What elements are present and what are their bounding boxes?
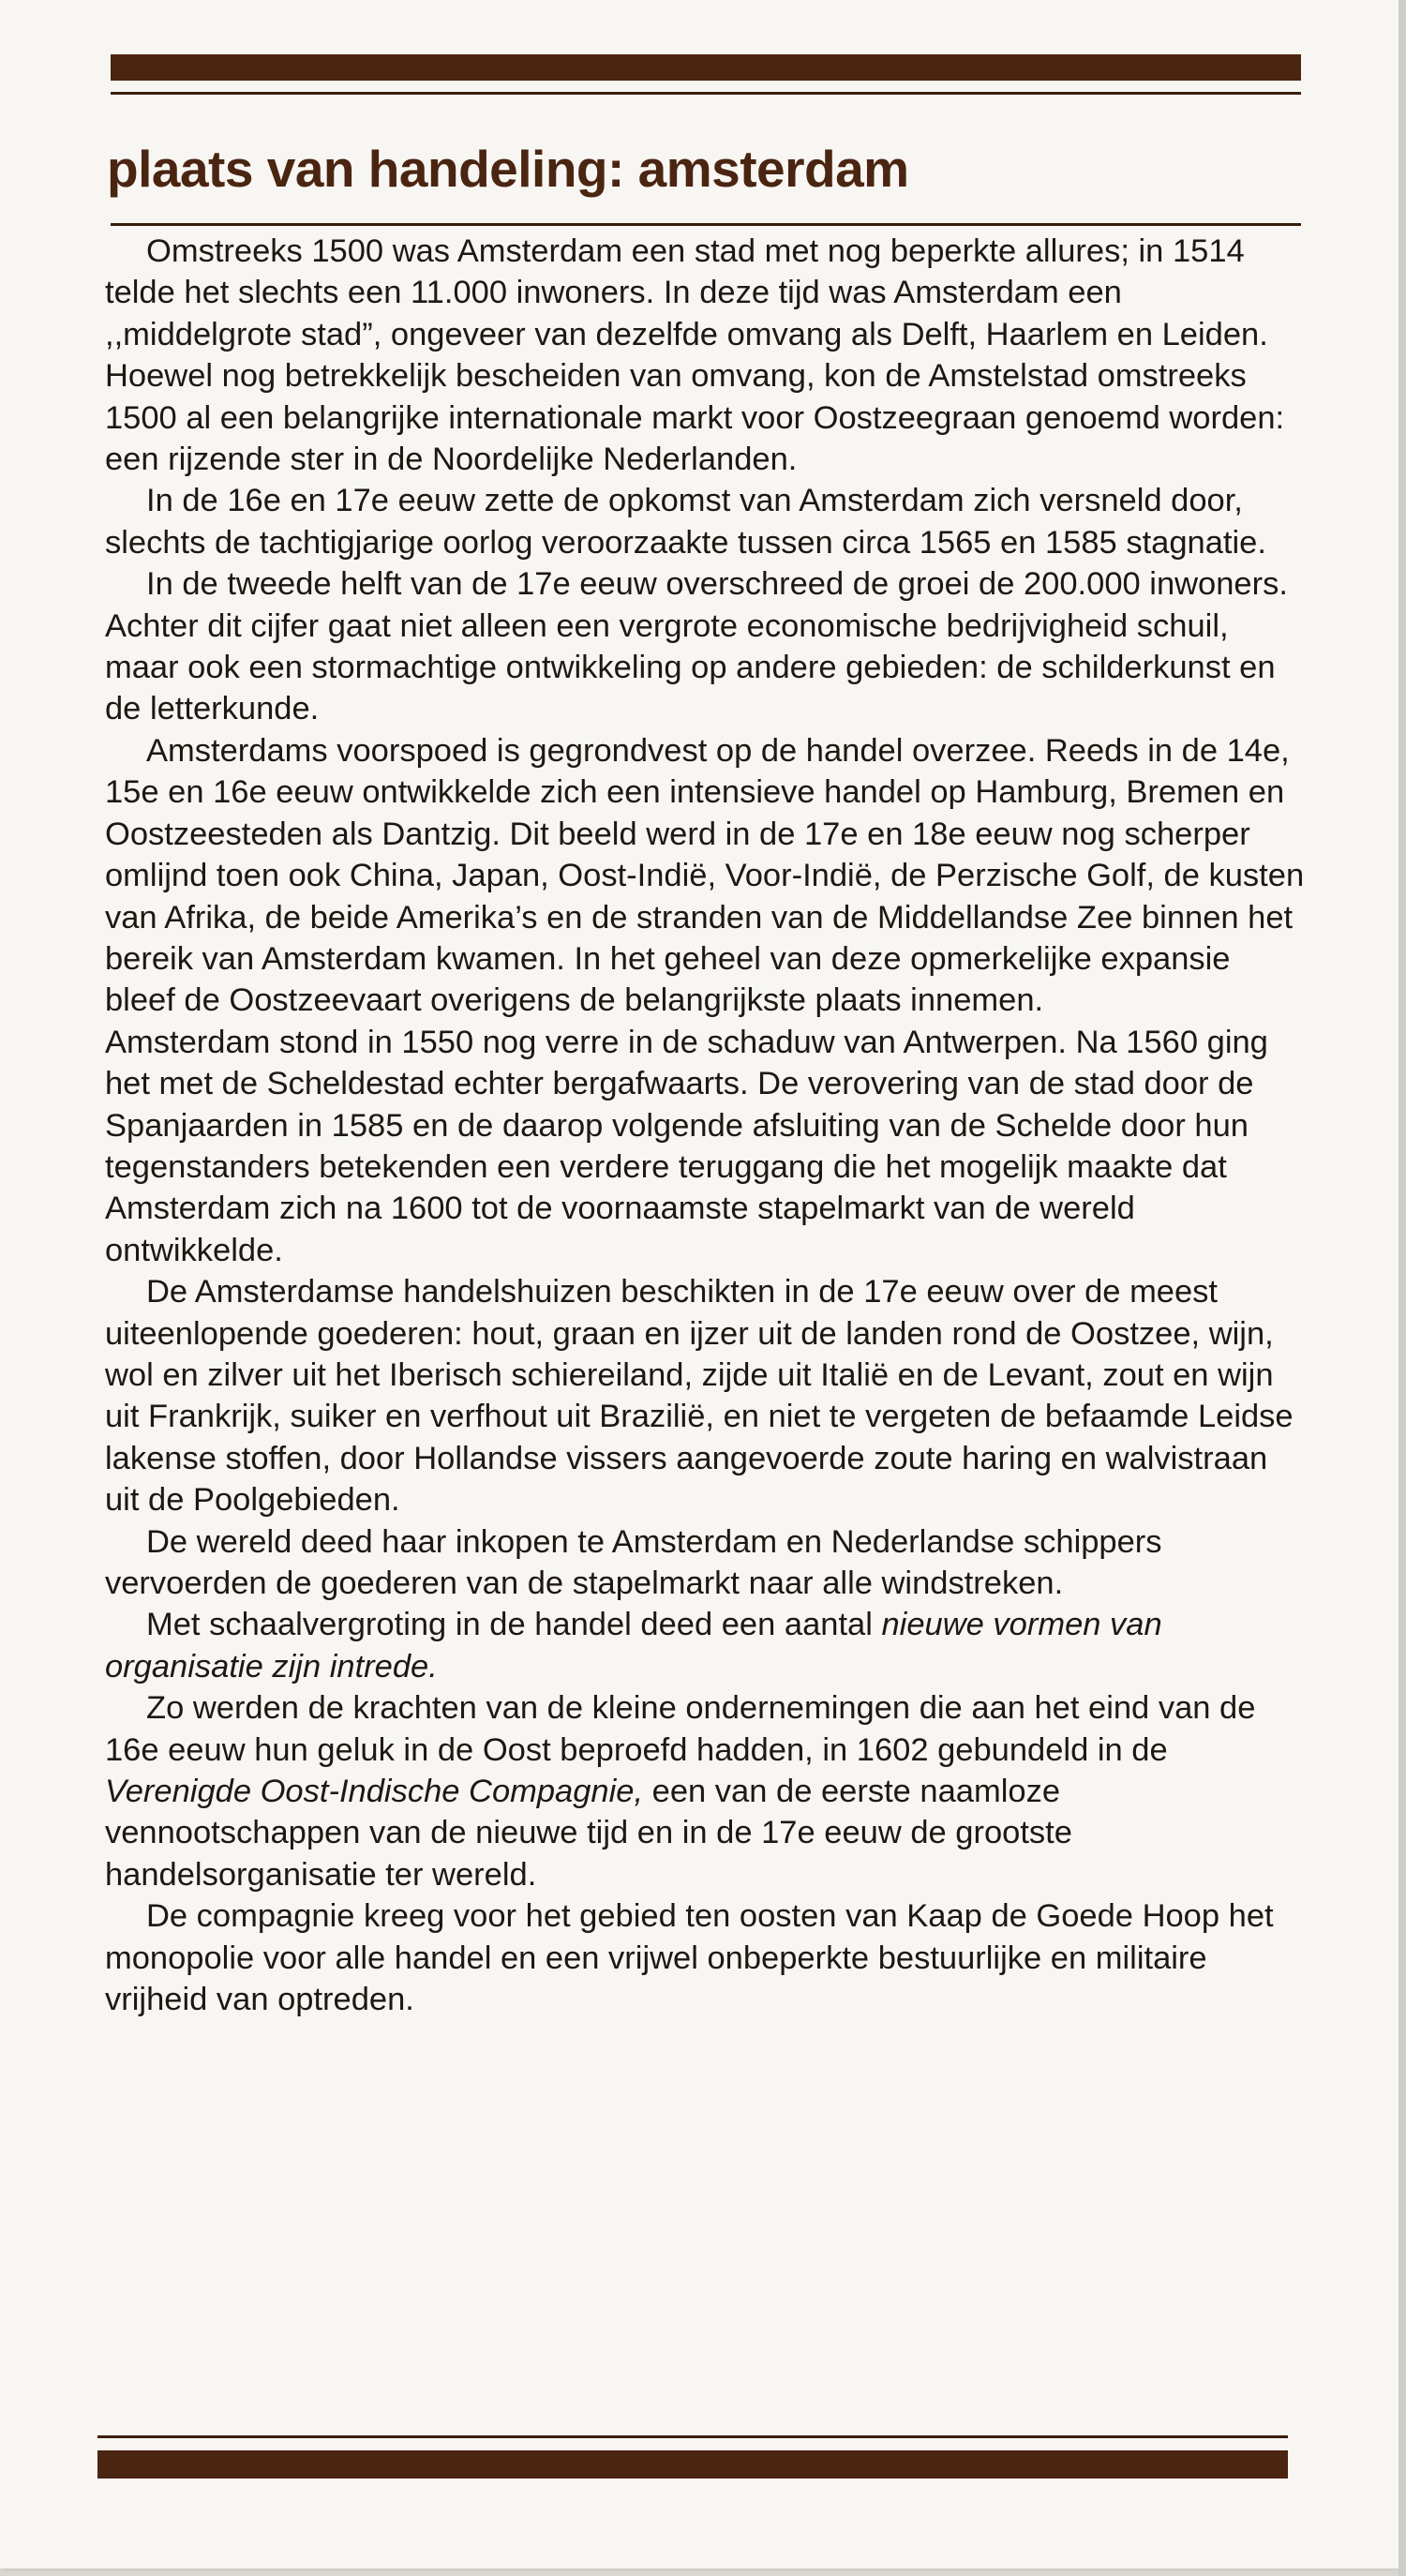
text-segment: De Amsterdamse handelshuizen beschikten in de 17e eeuw over de meest uiteenlopende goederen: hout, graan en ijzer uit de landen rond de Oostzee, wijn, wol en zilver uit het Iberisch schiereiland, zijde uit Italië en de Levant, zout en wijn uit Frankrijk, suiker en verfhout uit Brazilië, en niet te vergeten de befaamde Leidse lakense stoffen, door Hollandse vissers aangevoerde zoute haring en walvistraan uit de Poolgebieden.: [105, 1274, 1294, 1519]
page-edge-shadow: [1399, 0, 1406, 2576]
body-paragraph: [105, 231, 1305, 355]
body-paragraph: [105, 1022, 1305, 1271]
text-segment: De compagnie kreeg voor het gebied ten oosten van Kaap de Goede Hoop het monopolie voor alle handel en een vrijwel onbeperkte bestuurlijke en militaire vrijheid van optreden.: [105, 1898, 1274, 2018]
top-thin-rule: [111, 92, 1301, 95]
body-paragraph: [105, 730, 1305, 1022]
bottom-thin-rule: [97, 2435, 1288, 2438]
text-segment: Hoewel nog betrekkelijk bescheiden van omvang, kon de Amstelstad omstreeks 1500 al een belangrijke internationale markt voor Oostzeegraan genoemd worden: een rijzende ster in de Noordelijke Nederlanden.: [105, 358, 1285, 478]
body-paragraph: [105, 355, 1305, 480]
text-segment: Met schaalvergroting in de handel deed een aantal: [146, 1607, 882, 1643]
text-segment: Amsterdam stond in 1550 nog verre in de schaduw van Antwerpen. Na 1560 ging het met de Scheldestad echter bergafwaarts. De verovering van de stad door de Spanjaarden in 1585 en de daarop volgende afsluiting van de Schelde door hun tegenstanders betekenden een verdere teruggang die het mogelijk maakte dat Amsterdam zich na 1600 tot de voornaamste stapelmarkt van de wereld ontwikkelde.: [105, 1024, 1268, 1268]
text-segment: In de 16e en 17e eeuw zette de opkomst van Amsterdam zich versneld door, slechts de tachtigjarige oorlog veroorzaakte tussen circa 1565 en 1585 stagnatie.: [105, 483, 1266, 561]
body-text: [105, 231, 1305, 2020]
body-paragraph: [105, 1895, 1305, 2020]
body-paragraph: [105, 1604, 1305, 1687]
italic-text-segment: nieuwe vormen van organisatie zijn intrede.: [105, 1607, 1162, 1685]
text-segment: een van de eerste naamloze vennootschappen van de nieuwe tijd en in de 17e eeuw de grootste handelsorganisatie ter wereld.: [105, 1774, 1072, 1893]
title-underline-rule: [111, 223, 1301, 226]
top-thick-rule: [111, 54, 1301, 81]
body-paragraph: [105, 1271, 1305, 1520]
text-segment: Zo werden de krachten van de kleine ondernemingen die aan het eind van de 16e eeuw hun geluk in de Oost beproefd hadden, in 1602 gebundeld in de: [105, 1690, 1256, 1768]
body-paragraph: [105, 1521, 1305, 1605]
page-title: plaats van handeling: amsterdam: [107, 140, 909, 198]
body-paragraph: [105, 563, 1305, 730]
text-segment: Omstreeks 1500 was Amsterdam een stad met nog beperkte allures; in 1514 telde het slechts een 11.000 inwoners. In deze tijd was Amsterdam een ,,middelgrote stad”, ongeveer van dezelfde omvang als Delft, Haarlem en Leiden.: [105, 233, 1268, 352]
text-segment: De wereld deed haar inkopen te Amsterdam en Nederlandse schippers vervoerden de goederen van de stapelmarkt naar alle windstreken.: [105, 1523, 1162, 1601]
text-segment: In de tweede helft van de 17e eeuw overschreed de groei de 200.000 inwoners. Achter dit cijfer gaat niet alleen een vergrote economische bedrijvigheid schuil, maar ook een stormachtige ontwikkeling op andere gebieden: de schilderkunst en de letterkunde.: [105, 566, 1288, 727]
italic-text-segment: Verenigde Oost-Indische Compagnie,: [105, 1774, 644, 1810]
text-segment: Amsterdams voorspoed is gegrondvest op de handel overzee. Reeds in de 14e, 15e en 16e eeuw ontwikkelde zich een intensieve handel op Hamburg, Bremen en Oostzeesteden als Dantzig. Dit beeld werd in de 17e en 18e eeuw nog scherper omlijnd toen ook China, Japan, Oost-Indië, Voor-Indië, de Perzische Golf, de kusten van Afrika, de beide Amerika’s en de stranden van de Middellandse Zee binnen het bereik van Amsterdam kwamen. In het geheel van deze opmerkelijke expansie bleef de Oostzeevaart overigens de belangrijkste plaats innemen.: [105, 732, 1305, 1019]
body-paragraph: [105, 480, 1305, 563]
bottom-thick-rule: [97, 2450, 1288, 2479]
body-paragraph: [105, 1687, 1305, 1895]
